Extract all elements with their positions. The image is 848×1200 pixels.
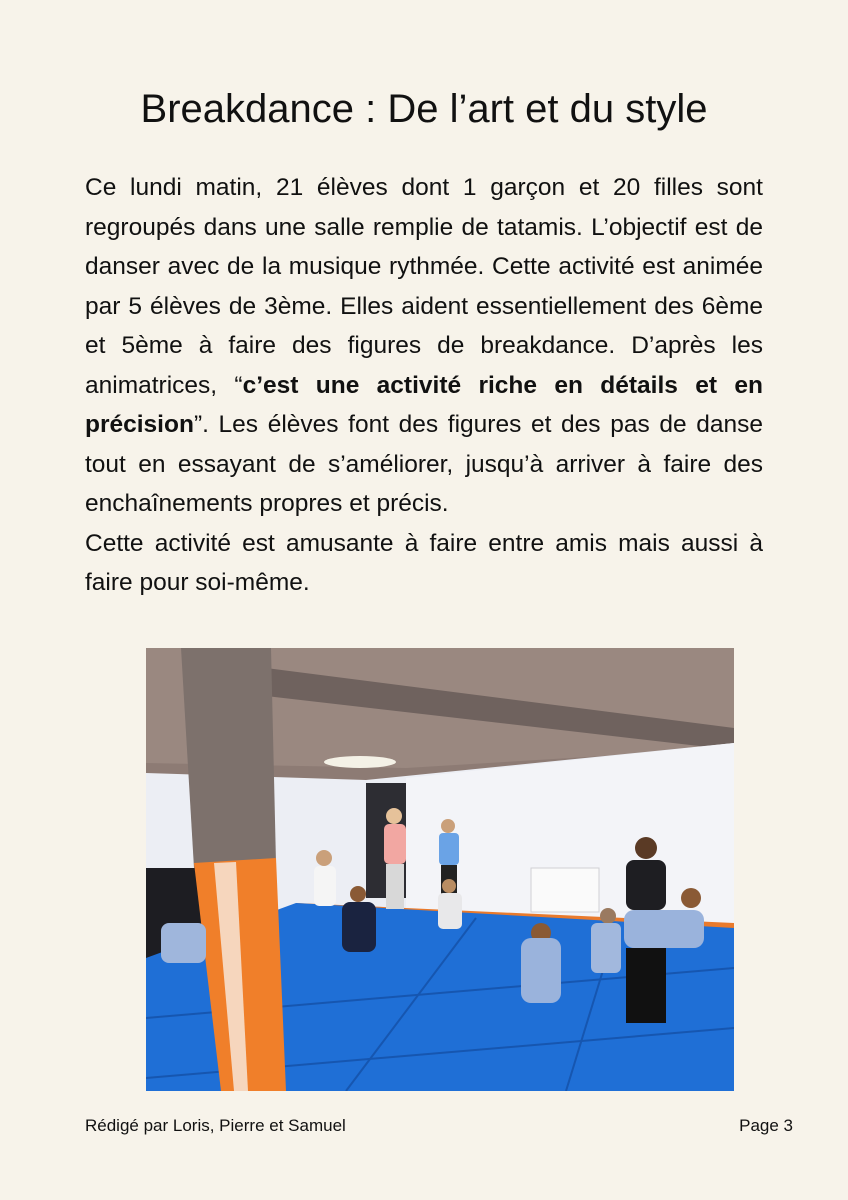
paragraph-1-intro: Ce lundi matin, 21 élèves dont 1 garçon et 20 filles sont regroupés dans une salle remplie de tatamis. L’objectif est de danser avec de la musique rythmée. Cette activité est animée par 5 élèves de 3ème. Elles aident essentiellement des 6ème et 5ème à faire des figures de breakdance. D’après les animatrices, “ [85,174,763,399]
footer-page-number: Page 3 [739,1116,793,1135]
breakdance-photo [146,648,734,1091]
article-body [85,168,763,603]
paragraph-1 [85,168,763,524]
paragraph-1-outro: ”. Les élèves font des figures et des pas de danse tout en essayant de s’améliorer, jusqu’à arriver à faire des enchaînements propres et précis. [85,411,763,517]
page-title: Breakdance : De l’art et du style [140,87,708,131]
paragraph-2: Cette activité est amusante à faire entre amis mais aussi à faire pour soi-même. [85,529,763,596]
quote-text: c’est une activité riche en détails et en précision [85,371,763,438]
photo-illustration [146,648,734,1091]
footer-authors: Rédigé par Loris, Pierre et Samuel [85,1116,346,1135]
